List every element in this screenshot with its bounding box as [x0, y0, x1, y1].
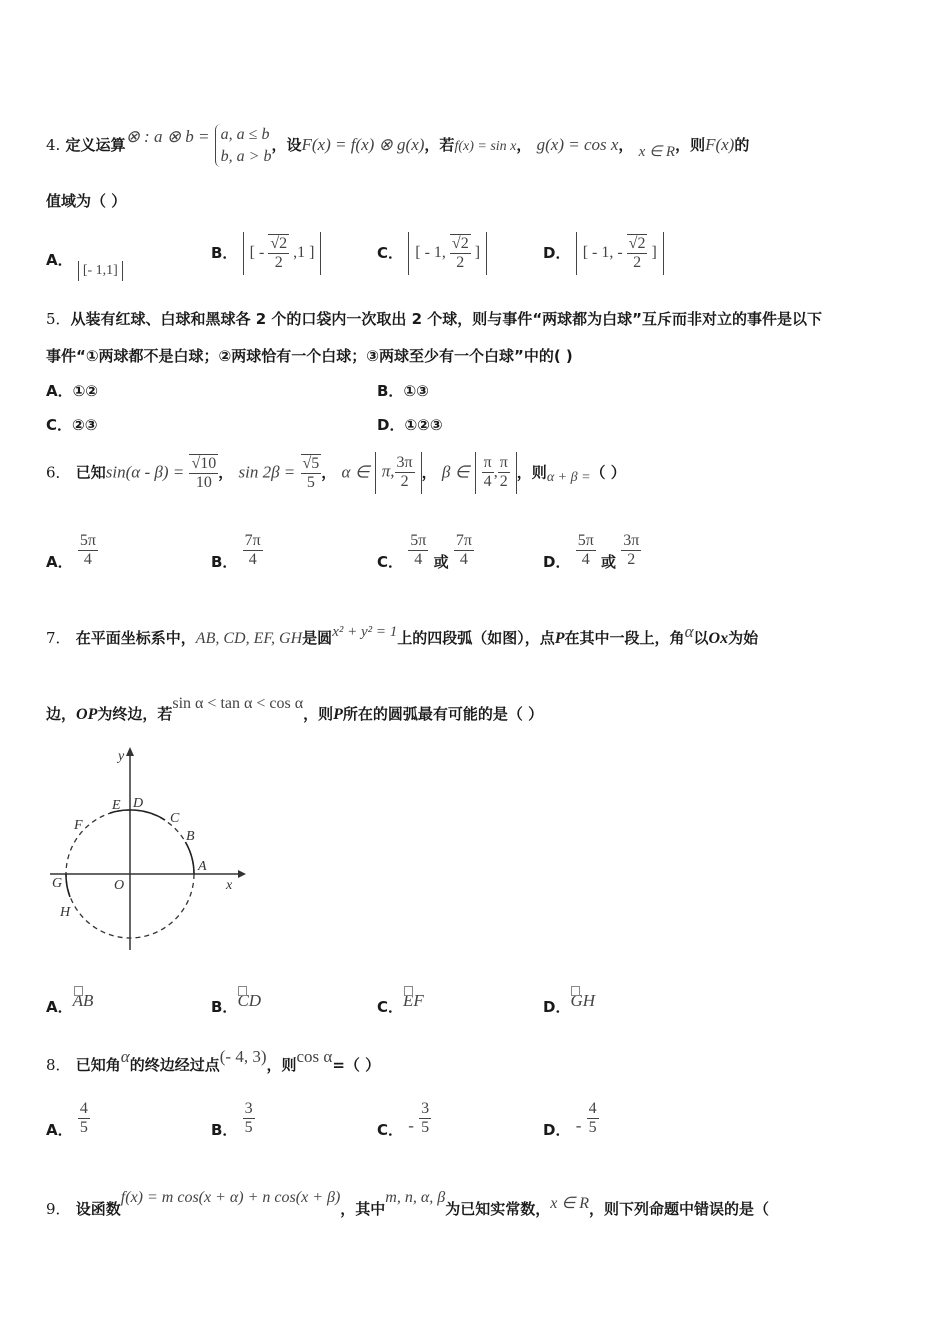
option-label: D．	[543, 1121, 571, 1140]
arc-gh	[66, 874, 70, 897]
q7-unit-circle-figure	[44, 742, 254, 957]
option-label: D．	[543, 998, 571, 1016]
frac-den: 2	[400, 473, 409, 491]
option-sign: -	[408, 1116, 414, 1136]
option-label: A．	[46, 1121, 73, 1140]
option-label: A．	[46, 251, 73, 269]
q4-text: 定义运算	[65, 136, 126, 155]
option-label: A．	[46, 382, 73, 400]
option-label: B．	[211, 998, 238, 1016]
frac-num: 3	[421, 1100, 430, 1117]
frac-den: 5	[306, 473, 315, 491]
point-b-label: B	[186, 829, 195, 844]
q4-text: ，设	[271, 136, 302, 155]
q5-option-b[interactable]	[377, 380, 429, 401]
frac-num: 5π	[408, 532, 428, 551]
q8-text: ，则	[266, 1056, 297, 1074]
option-label: D．	[377, 416, 405, 434]
q4-F-def: F(x) = f(x) ⊗ g(x)	[301, 135, 425, 155]
option-text: ①③	[403, 382, 429, 400]
frac-num: 4	[588, 1100, 597, 1117]
q4-op-def: ⊗ : a ⊗ b =	[125, 127, 210, 147]
option-label: D．	[543, 553, 571, 572]
q9-domain: x ∈ R	[550, 1195, 590, 1212]
q7-option-d[interactable]	[543, 991, 596, 1017]
q6-target: α + β =	[546, 470, 591, 486]
option-text: ①②③	[404, 416, 443, 434]
q4-option-b-expr	[243, 232, 322, 275]
frac-num: π	[482, 454, 494, 473]
q4-f-def: f(x) = sin x	[454, 139, 517, 155]
q6-sep: ，	[321, 463, 337, 482]
frac-den: 5	[421, 1119, 430, 1137]
q7-option-c[interactable]	[377, 991, 424, 1017]
frac-num: √2	[268, 234, 289, 254]
option-arc: GH	[570, 991, 596, 1010]
q5-option-a[interactable]	[46, 380, 98, 401]
q4-text: ，则	[675, 136, 706, 155]
frac-num: √10	[189, 454, 218, 474]
frac-den: 4	[414, 551, 423, 569]
q8-option-a[interactable]	[46, 1100, 90, 1138]
frac-den: 2	[633, 254, 642, 272]
frac-num: 3π	[621, 532, 641, 551]
q6-expr: sin 2β =	[238, 462, 296, 482]
q4-option-d-expr	[576, 232, 664, 275]
frac-den: 5	[244, 1119, 253, 1137]
q6-expr: α ∈	[341, 462, 370, 482]
axis-x-label: x	[226, 878, 233, 893]
q4-F: F(x)	[705, 135, 735, 155]
q9-text: 为已知实常数，	[445, 1200, 551, 1218]
frac-den: 2	[274, 254, 283, 272]
option-label: C．	[377, 243, 404, 262]
axis-y-label: y	[118, 749, 125, 764]
q6-sep: ，	[421, 463, 437, 482]
q6-option-d[interactable]	[543, 532, 641, 570]
q4-domain: x ∈ R	[638, 144, 676, 161]
option-label: C．	[377, 998, 404, 1016]
option-label: C．	[377, 1121, 404, 1140]
frac-den: 2	[456, 254, 465, 272]
q6-text: ，则	[516, 463, 547, 482]
q9-text: ，则下列命题中错误的是（	[589, 1200, 770, 1218]
frac-num: 7π	[454, 532, 474, 551]
q8-line	[46, 1047, 381, 1075]
frac-den: 5	[588, 1119, 597, 1137]
q4-sep: ，	[516, 136, 532, 155]
option-text: ①②	[72, 382, 99, 400]
q7-point-p: P	[554, 630, 565, 647]
q6-text: 已知	[75, 463, 106, 482]
q7-ox: Ox	[708, 630, 729, 647]
q7-number: 7．	[46, 629, 71, 647]
option-text: ②③	[72, 416, 98, 434]
q8-text: 的终边经过点	[129, 1056, 220, 1074]
origin-label: O	[114, 878, 125, 893]
x-axis-arrow	[238, 870, 246, 878]
q7-point-p: P	[333, 706, 343, 723]
q8-option-b[interactable]	[211, 1100, 255, 1138]
point-g-label: G	[52, 876, 63, 891]
option-arc: EF	[403, 991, 424, 1010]
point-h-label: H	[60, 905, 71, 920]
q5-option-c[interactable]	[46, 414, 97, 435]
q4-sep: ，	[618, 136, 634, 155]
expr-part: ]	[651, 244, 657, 262]
option-label: B．	[211, 553, 238, 572]
q8-option-d[interactable]	[543, 1100, 599, 1138]
q7-line1	[46, 622, 759, 648]
frac-den: 4	[581, 551, 590, 569]
q9-text: ，其中	[340, 1200, 386, 1218]
q6-number: 6．	[46, 463, 71, 482]
q8-number: 8．	[46, 1056, 71, 1074]
q8-cos: cos α	[296, 1047, 333, 1066]
option-label: C．	[46, 416, 73, 434]
frac-den: 4	[83, 551, 92, 569]
q4-option-b[interactable]	[211, 232, 321, 275]
frac-den: 4	[483, 473, 492, 491]
q4-option-a-expr: [- 1,1]	[78, 261, 123, 281]
q7-text: 在平面坐标系中，	[75, 629, 196, 647]
expr-part: ,1 ]	[293, 244, 315, 262]
q8-alpha: α	[120, 1047, 130, 1066]
q7-alpha: α	[684, 622, 694, 641]
q8-point: (- 4, 3)	[219, 1047, 267, 1066]
frac-den: 10	[195, 473, 212, 491]
q9-number: 9．	[46, 1200, 71, 1218]
frac-num: 3π	[395, 454, 415, 473]
q8-text: =（ ）	[332, 1056, 381, 1074]
q4-option-c[interactable]	[377, 232, 487, 275]
q7-text: 是圆	[302, 629, 333, 647]
option-label: D．	[543, 243, 571, 262]
q4-text: ，若	[424, 136, 455, 155]
q4-case2: b, a > b	[220, 147, 272, 165]
q7-text: 为终边，若	[97, 705, 173, 723]
q7-text: 上的四段弧（如图），点	[397, 629, 555, 647]
or-text: 或	[433, 553, 449, 572]
frac-den: 2	[499, 473, 508, 491]
option-label: C．	[377, 553, 404, 572]
frac-den: 4	[248, 551, 257, 569]
q5-line2: 事件“①两球都不是白球；②两球恰有一个白球；③两球至少有一个白球”中的( )	[46, 347, 573, 365]
q7-text: 边，	[46, 705, 77, 723]
q7-text: 在其中一段上，角	[564, 629, 685, 647]
frac-den: 2	[627, 551, 636, 569]
q6-paren: （ ）	[590, 463, 626, 482]
option-label: A．	[46, 553, 73, 572]
q4-line2: 值域为（ ）	[46, 192, 127, 210]
q8-text: 已知角	[75, 1056, 121, 1074]
q6-option-b[interactable]	[211, 532, 263, 570]
point-a-label: A	[198, 859, 207, 874]
q4-option-c-expr	[408, 232, 487, 275]
point-d-label: D	[133, 796, 144, 811]
q5-number: 5．	[46, 310, 71, 328]
q6-expr: sin(α - β) =	[105, 462, 185, 482]
q6-expr: π,	[381, 461, 395, 481]
q7-text: 以	[693, 629, 709, 647]
expr-part: [ -	[249, 244, 265, 262]
option-label: A．	[46, 998, 73, 1016]
point-e-label: E	[112, 798, 121, 813]
q7-op: OP	[76, 706, 98, 723]
expr-part: [ - 1, -	[582, 244, 623, 262]
q6-expr: β ∈	[441, 462, 470, 482]
frac-den: 4	[459, 551, 468, 569]
q4-line1	[46, 124, 749, 167]
q7-option-a[interactable]	[46, 991, 94, 1017]
q5-line1	[46, 308, 822, 329]
q6-line: 6． 已知sin(α - β) = $\frac{√10}{10}$ ， sin 2β = $\frac{√5}{5}$ ， α ∈ π, $\frac{3\pi}{2}$ ， β ∈ $\frac{\pi}{4}$ , $\frac{\pi}{2}$ ，则α + β =（ ）	[46, 452, 626, 494]
q9-constants: m, n, α, β	[385, 1189, 446, 1206]
q6-option-c[interactable]	[377, 532, 474, 570]
q4-case1: a, a ≤ b	[220, 126, 270, 143]
option-arc: AB	[72, 991, 94, 1010]
q4-cases	[215, 124, 272, 167]
q8-option-c[interactable]	[377, 1100, 431, 1138]
frac-num: 3	[244, 1100, 253, 1117]
frac-num: √2	[627, 234, 648, 254]
option-label: B．	[211, 1121, 238, 1140]
arc-cd	[130, 810, 165, 820]
q4-text: 的	[734, 136, 750, 155]
option-sign: -	[575, 1116, 582, 1136]
frac-num: √5	[301, 454, 322, 474]
q5-option-d[interactable]	[377, 414, 443, 435]
arc-ab	[185, 842, 194, 874]
q9-function: f(x) = m cos(x + α) + n cos(x + β)	[120, 1189, 341, 1206]
expr-part: ]	[474, 244, 481, 262]
option-arc: CD	[237, 991, 262, 1010]
q7-inequality: sin α < tan α < cos α	[172, 695, 304, 712]
y-axis-arrow	[126, 747, 134, 756]
q7-arcs: AB, CD, EF, GH	[195, 630, 303, 647]
frac-num: 5π	[78, 532, 98, 551]
point-c-label: C	[170, 811, 180, 826]
frac-num: 4	[79, 1100, 88, 1117]
frac-num: π	[498, 454, 510, 473]
q5-text: 从装有红球、白球和黑球各 2 个的口袋内一次取出 2 个球，则与事件“两球都为白球”互斥而非对立的事件是以下	[70, 310, 823, 328]
frac-num: 7π	[243, 532, 263, 551]
option-label: B．	[211, 243, 238, 262]
q6-option-a[interactable]	[46, 532, 98, 570]
q7-circle-eq: x² + y² = 1	[332, 624, 398, 640]
or-text: 或	[601, 553, 617, 572]
q7-option-b[interactable]	[211, 991, 262, 1017]
q7-text: 所在的圆弧最有可能的是（ ）	[342, 705, 544, 723]
q4-option-d[interactable]	[543, 232, 664, 275]
q7-text: ，则	[303, 705, 334, 723]
q4-number: 4.	[46, 136, 61, 155]
q9-text: 设函数	[75, 1200, 121, 1218]
point-f-label: F	[74, 818, 83, 833]
expr-part: [ - 1,	[415, 244, 446, 262]
q4-option-a[interactable]	[46, 249, 123, 278]
frac-den: 5	[79, 1119, 88, 1137]
option-label: B．	[377, 382, 404, 400]
q6-sep: ，	[218, 463, 234, 482]
frac-num: 5π	[576, 532, 596, 551]
q4-g-def: g(x) = cos x	[536, 135, 619, 155]
frac-num: √2	[450, 234, 471, 254]
q9-line	[46, 1189, 770, 1219]
q7-line2	[46, 695, 544, 724]
q7-text: 为始	[728, 629, 759, 647]
